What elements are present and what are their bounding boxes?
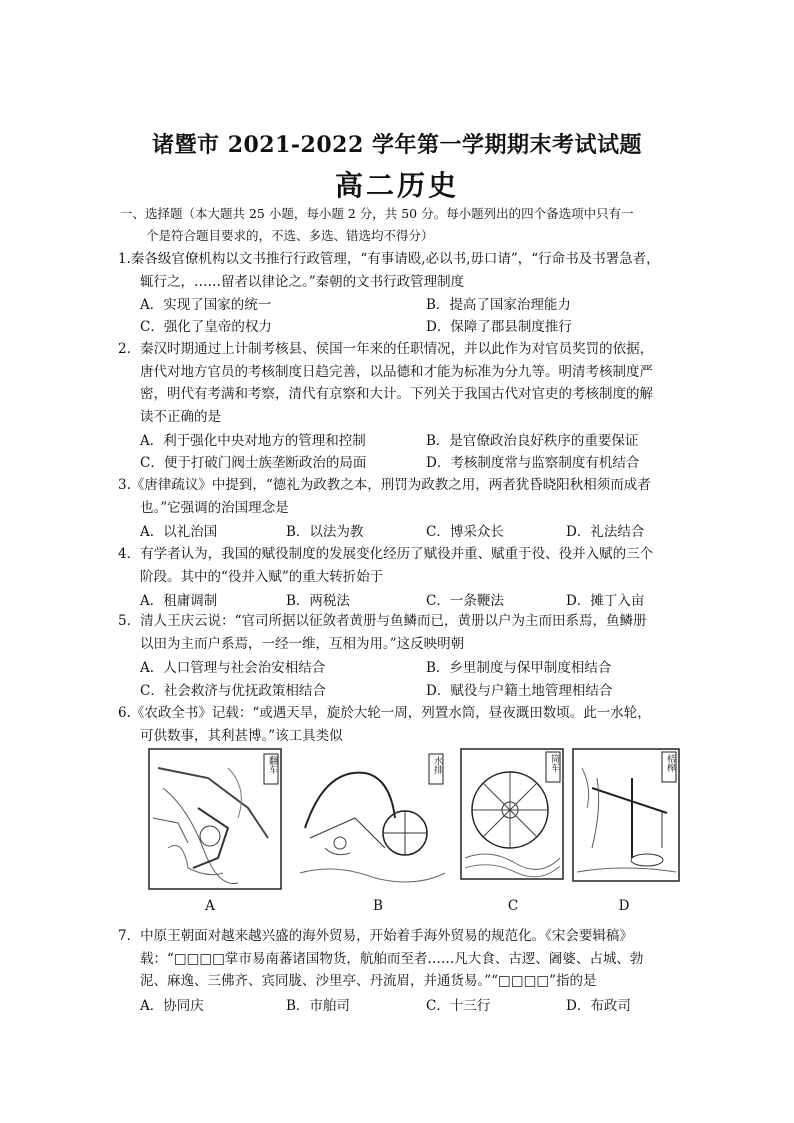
options-row [140, 994, 690, 1016]
question-5 [118, 610, 688, 655]
option-a[interactable]: A．利于强化中央对地方的管理和控制 [140, 433, 366, 449]
options-row [140, 315, 690, 337]
option-b[interactable]: B．以法为教 [286, 524, 364, 540]
option-a[interactable]: A．人口管理与社会治安相结合 [140, 660, 326, 676]
option-c[interactable]: C．一条鞭法 [426, 593, 504, 609]
option-d[interactable]: D．布政司 [566, 998, 631, 1014]
figure-label-b: B [373, 898, 383, 914]
options-row [140, 429, 690, 451]
option-b[interactable]: B．提高了国家治理能力 [426, 297, 571, 313]
question-line: 辄行之，……留者以律论之。”秦朝的文书行政管理制度 [140, 273, 465, 290]
figure-row [140, 748, 700, 914]
question-1 [118, 248, 688, 293]
figure-tag: 水排 [432, 756, 442, 774]
options-row [140, 656, 690, 678]
figure-d[interactable] [572, 748, 680, 882]
question-line: 以田为主而户系焉，一经一维，互相为用。”这反映明朝 [140, 635, 465, 652]
section-line: 个是符合题目要求的，不选、多选、错选均不得分） [146, 228, 434, 243]
question-3 [118, 474, 688, 519]
section-instructions [120, 203, 690, 247]
question-line: 泥、麻逸、三佛齐、宾同胧、沙里亭、丹流眉，并通货易。”“□□□□”指的是 [140, 973, 597, 989]
option-c[interactable]: C．社会救济与优抚政策相结合 [140, 683, 326, 699]
options-row [140, 589, 690, 611]
subject-title: 高二历史 [334, 169, 459, 202]
figure-label-d: D [618, 898, 630, 914]
options-row [140, 520, 690, 542]
option-d[interactable]: D．保障了郡县制度推行 [426, 319, 572, 335]
question-line: 6.《农政全书》记载：“或遇天旱，旋於大轮一周，列置水筒，昼夜溉田数顷。此一水轮， [118, 705, 651, 721]
option-d[interactable]: D．考核制度常与监察制度有机结合 [426, 455, 640, 471]
figure-label-c: C [507, 898, 519, 914]
question-4 [118, 543, 688, 588]
exam-title: 诸暨市 2021-2022 学年第一学期期末考试试题 [152, 132, 642, 158]
figure-tag: 翻车 [267, 756, 277, 774]
question-line: 读不正确的是 [140, 408, 221, 425]
figure-c[interactable] [460, 748, 564, 880]
option-a[interactable]: A．实现了国家的统一 [140, 297, 272, 313]
question-line: 7．中原王朝面对越来越兴盛的海外贸易，开始着手海外贸易的规范化。《宋会要辑稿》 [118, 928, 633, 944]
option-a[interactable]: A．协同庆 [140, 998, 204, 1014]
question-line: 1.秦各级官僚机构以文书推行行政管理，“有事请殴,必以书,毋口请”，“行命书及书署急者， [118, 251, 660, 267]
question-7 [118, 925, 688, 993]
option-c[interactable]: C．强化了皇帝的权力 [140, 319, 272, 335]
option-c[interactable]: C．博采众长 [426, 524, 504, 540]
option-b[interactable]: B．是官僚政治良好秩序的重要保证 [426, 433, 639, 449]
question-line: 载：“□□□□掌市易南蕃诸国物货，航舶而至者……凡大食、古逻、阇婆、占城、勃 [140, 950, 644, 967]
figure-tag: 筒车 [549, 754, 559, 772]
question-6 [118, 702, 688, 747]
option-b[interactable]: B．两税法 [286, 593, 350, 609]
options-row [140, 679, 690, 701]
options-row [140, 451, 690, 473]
figure-a[interactable] [148, 748, 282, 890]
question-line: 2．秦汉时期通过上计制考核县、侯国一年来的任职情况，并以此作为对官员奖罚的依据， [118, 341, 654, 357]
figure-tag: 桔槔 [665, 754, 675, 772]
question-line: 也。”它强调的治国理念是 [140, 499, 289, 516]
option-b[interactable]: B．市舶司 [286, 998, 350, 1014]
option-a[interactable]: A．以礼治国 [140, 524, 218, 540]
option-d[interactable]: D．赋役与户籍土地管理相结合 [426, 683, 613, 699]
question-line: 密，明代有考满和考察，清代有京察和大计。下列关于我国古代对官吏的考核制度的解 [140, 386, 653, 402]
option-c[interactable]: C．便于打破门阀士族垄断政治的局面 [140, 455, 367, 471]
section-line: 一、选择题（本大题共 25 小题，每小题 2 分，共 50 分。每小题列出的四个备选项中只有一 [120, 206, 634, 221]
option-c[interactable]: C．十三行 [426, 998, 491, 1014]
figure-label-a: A [205, 898, 215, 914]
question-line: 阶段。其中的“役并入赋”的重大转折始于 [140, 568, 384, 585]
option-d[interactable]: D．礼法结合 [566, 524, 645, 540]
option-d[interactable]: D．摊丁入亩 [566, 593, 645, 609]
question-line: 唐代对地方官员的考核制度日趋完善，以品德和才能为标准为分九等。明清考核制度严 [140, 363, 653, 380]
question-line: 4．有学者认为，我国的赋役制度的发展变化经历了赋役并重、赋重于役、役并入赋的三个 [118, 546, 654, 562]
square-pallet-chain-pump-illustration [148, 748, 282, 890]
figure-b[interactable] [295, 748, 447, 890]
option-a[interactable]: A．租庸调制 [140, 593, 218, 609]
question-line: 3.《唐律疏议》中提到，“德礼为政教之本，刑罚为政教之用，两者犹昏晓阳秋相须而成者 [118, 477, 651, 493]
options-row [140, 293, 690, 315]
water-bellows-illustration [295, 748, 447, 890]
question-2 [118, 338, 688, 428]
option-b[interactable]: B．乡里制度与保甲制度相结合 [426, 660, 612, 676]
question-line: 5．清人王庆云说：“官司所据以征敛者黄册与鱼鳞而已，黄册以户为主而田系焉，鱼鳞册 [118, 613, 647, 629]
question-line: 可供数事，其利甚博。”该工具类似 [140, 727, 343, 744]
